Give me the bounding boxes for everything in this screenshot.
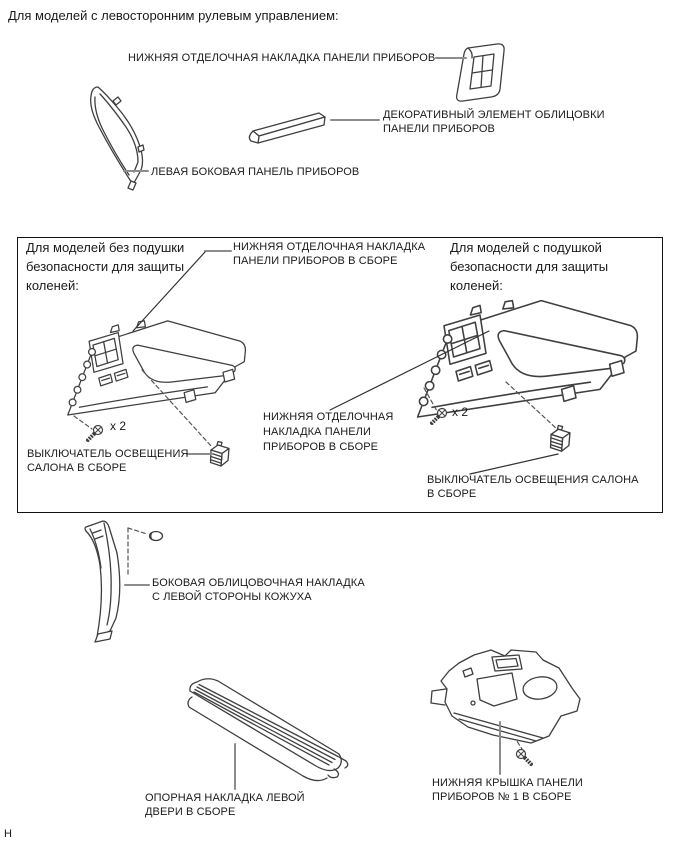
footer-mark: Н [4,828,12,840]
screw-count-right: x 2 [452,405,469,419]
label-lower-finish-plate: НИЖНЯЯ ОТДЕЛОЧНАЯ НАКЛАДКА ПАНЕЛИ ПРИБОРОВ [128,52,436,64]
top-note: Для моделей с левосторонним рулевым управлением: [8,8,339,23]
label-cowl-side-trim: БОКОВАЯ ОБЛИЦОВОЧНАЯ НАКЛАДКА С ЛЕВОЙ СТОРОНЫ КОЖУХА [152,577,365,603]
label-room-light-switch-right: ВЫКЛЮЧАТЕЛЬ ОСВЕЩЕНИЯ САЛОНА В СБОРЕ [427,474,639,500]
screw-count-left: x 2 [110,419,127,433]
cowl-side-trim-part [85,521,120,642]
box-with-airbag-title: Для моделей с подушкой безопасности для защиты коленей: [450,240,609,293]
under-cover-part [431,650,580,743]
label-door-scuff: ОПОРНАЯ НАКЛАДКА ЛЕВОЙ ДВЕРИ В СБОРЕ [145,792,305,818]
label-lower-trim-assy-right: НИЖНЯЯ ОТДЕЛОЧНАЯ НАКЛАДКА ПАНЕЛИ ПРИБОРОВ В СБОРЕ [263,411,394,453]
screw-icon [517,750,533,766]
label-under-cover: НИЖНЯЯ КРЫШКА ПАНЕЛИ ПРИБОРОВ № 1 В СБОРЕ [432,777,583,803]
box-no-airbag-title: Для моделей без подушки безопасности для защиты коленей: [26,240,185,293]
lower-finish-plate-part [457,44,505,101]
left-side-panel-part [91,87,144,190]
label-left-side-panel: ЛЕВАЯ БОКОВАЯ ПАНЕЛЬ ПРИБОРОВ [151,166,360,178]
label-room-light-switch-left: ВЫКЛЮЧАТЕЛЬ ОСВЕЩЕНИЯ САЛОНА В СБОРЕ [27,448,189,474]
clip-part [150,532,163,541]
decorative-strip-part [249,113,325,143]
label-lower-trim-assy-left: НИЖНЯЯ ОТДЕЛОЧНАЯ НАКЛАДКА ПАНЕЛИ ПРИБОРОВ В СБОРЕ [233,241,426,267]
door-scuff-plate-part [188,679,348,781]
label-decorative-strip: ДЕКОРАТИВНЫЙ ЭЛЕМЕНТ ОБЛИЦОВКИ ПАНЕЛИ ПРИБОРОВ [383,109,605,135]
